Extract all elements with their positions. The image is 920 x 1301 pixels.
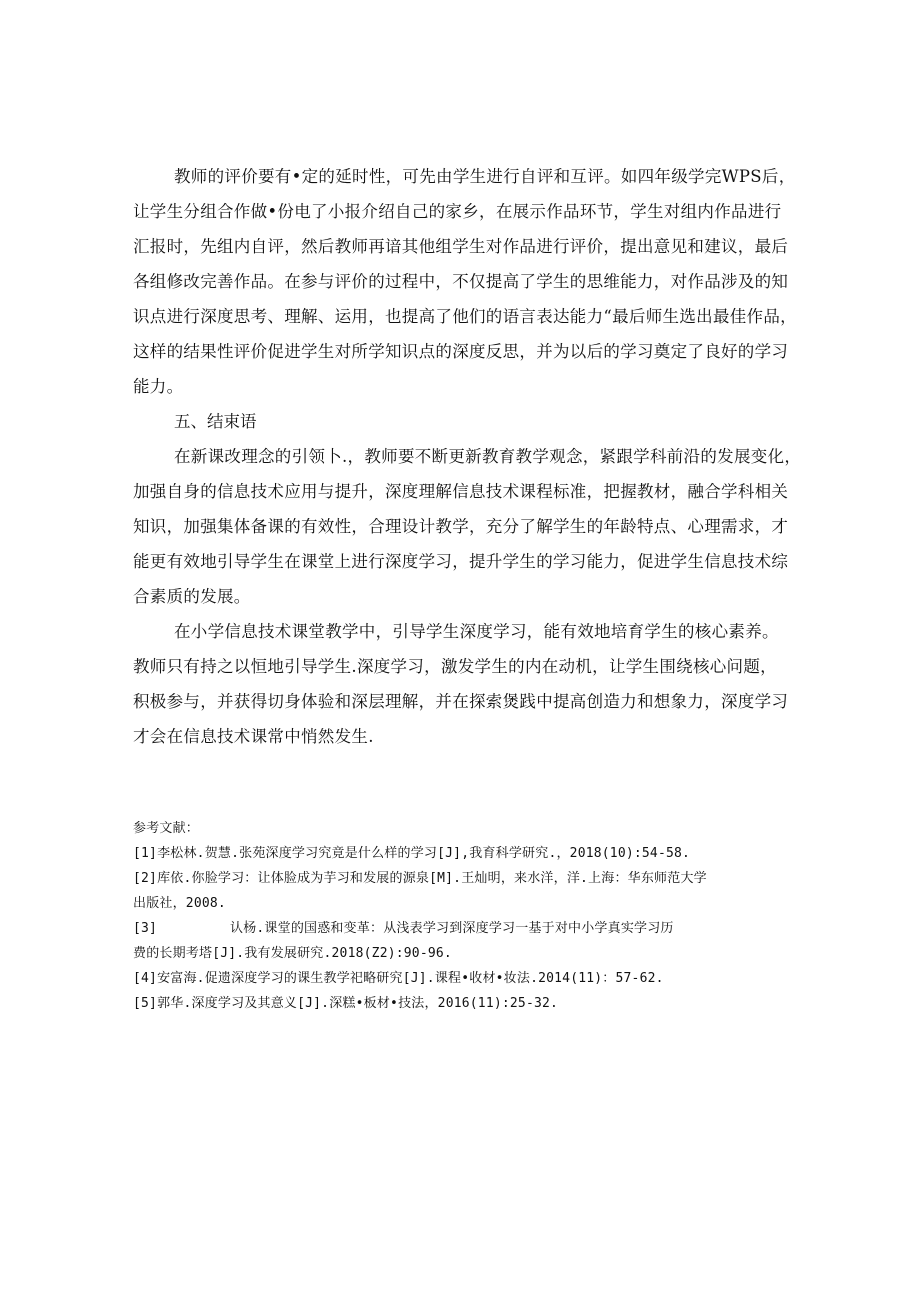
paragraph-line: 能更有效地引导学生在课堂上进行深度学习，提升学生的学习能力，促进学生信息技术综 [133,552,789,571]
paragraph-line: 加强自身的信息技术应用与提升，深度理解信息技术课程标准，把握教材，融合学科相关 [133,482,789,501]
references-title: 参考文献： [133,821,200,836]
paragraph-line: 教师的评价要有•定的延时性，可先由学生进行自评和互评。如四年级学完WPS后， [174,167,796,186]
paragraph-line: 积极参与，并获得切身体验和深层理解，并在探索煲践中提高创造力和想象力，深度学习 [133,692,789,711]
reference-item: [5]郭华.深度学习及其意义[J].深糕•板材•技法，2016(11):25-32. [133,996,559,1011]
reference-item: [4]安富海.促遗深度学习的课生教学祀略研究[J].课程•收材•妆法.2014(11)：57-62. [133,971,664,986]
paragraph-line: 才会在信息技术课常中悄然发生. [133,727,374,746]
reference-item: [2]库依.你脸学习：让体脸成为芋习和发展的源泉[M].王灿明，来水洋，洋.上海：华东师范大学 [133,871,707,886]
reference-item-number: [3] [133,921,158,936]
paragraph-line: 识点进行深度思考、理解、运用，也提高了他们的语言表达能力“最后师生选出最佳作品， [133,307,797,326]
paragraph-line: 各组修改完善作品。在参与评价的过程中，不仅提高了学生的思维能力，对作品涉及的知 [133,272,789,291]
paragraph-line: 让学生分组合作做•份电了小报介绍自己的家乡，在展示作品环节，学生对组内作品进行 [133,202,782,221]
reference-item-continuation: 出版社，2008. [133,896,226,911]
reference-item: [1]李松林.贺慧.张苑深度学习究竟是什么样的学习[J],我育科学研究.，2018(10):54-58. [133,846,691,861]
paragraph-line: 这样的结果性评价促进学生对所学知识点的深度反思，并为以后的学习奠定了良好的学习 [133,342,789,361]
paragraph-line: 合素质的发展。 [133,587,251,606]
paragraph-line: 在小学信息技术课堂教学中，引导学生深度学习，能有效地培育学生的核心素养。 [174,622,779,641]
paragraph-line: 知识，加强集体备课的有效性，合理设计教学，充分了解学生的年龄特点、心理需求，才 [133,517,789,536]
paragraph-line: 在新课改理念的引领卜.，教师要不断更新教育教学观念，紧跟学科前沿的发展变化， [174,447,802,466]
reference-item-continuation: 费的长期考塔[J].我有发展研究.2018(Z2):90-96. [133,946,452,961]
reference-item: 认杨.课堂的国惑和变革：从浅表学习到深度学习一基于对中小学真实学习历 [230,921,674,936]
paragraph-line: 教师只有持之以恒地引导学生.深度学习，激发学生的内在动机，让学生围绕核心问题， [133,657,777,676]
section-heading: 五、结束语 [174,412,257,431]
paragraph-line: 汇报时，先组内自评，然后教师再谙其他组学生对作品进行评价，提出意见和建议，最后 [133,237,789,256]
paragraph-line: 能力。 [133,377,184,396]
